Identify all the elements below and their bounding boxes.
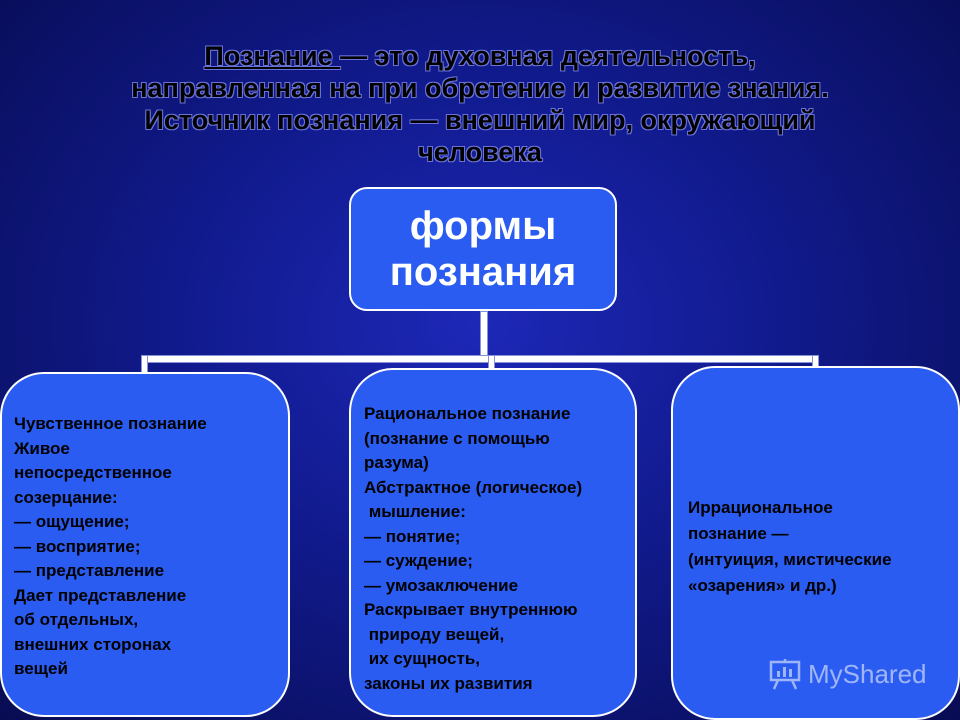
rational-line: Абстрактное (логическое) bbox=[364, 477, 583, 497]
rational-line: Раскрывает внутреннюю bbox=[364, 600, 578, 619]
root-line2: познания bbox=[389, 250, 577, 294]
rational-line: их сущность, bbox=[364, 649, 480, 668]
myshared-watermark bbox=[768, 654, 927, 694]
rational-line: — суждение; bbox=[364, 551, 473, 570]
rational-line: законы их развития bbox=[364, 673, 533, 693]
irrational-line: Иррациональное bbox=[688, 498, 833, 517]
sensory-line: вещей bbox=[14, 659, 68, 678]
connector-root-down bbox=[480, 311, 488, 357]
sensory-line: Живое bbox=[14, 438, 70, 458]
watermark-text: MyShared bbox=[808, 658, 927, 689]
rational-line: Рациональное познание bbox=[364, 404, 571, 423]
title-line3: Источник познания — внешний мир, окружающий bbox=[144, 105, 816, 135]
rational-line: (познание с помощью bbox=[364, 428, 550, 448]
sensory-line: созерцание: bbox=[14, 487, 118, 507]
sensory-line: — представление bbox=[14, 561, 165, 580]
sensory-line: Дает представление bbox=[14, 585, 187, 605]
sensory-line: — восприятие; bbox=[14, 536, 141, 556]
rational-line: — умозаключение bbox=[364, 575, 519, 595]
rational-line: природу вещей, bbox=[364, 624, 505, 644]
title-line2: направленная на при обретение и развитие знания. bbox=[131, 73, 829, 103]
connector-horizontal bbox=[141, 355, 819, 363]
irrational-line: (интуиция, мистические bbox=[688, 550, 892, 569]
title-term: Познание bbox=[204, 41, 341, 71]
root-line1: формы bbox=[409, 204, 557, 248]
sensory-line: — ощущение; bbox=[14, 512, 130, 531]
irrational-line: «озарения» и др.) bbox=[688, 576, 837, 595]
title-line4: человека bbox=[418, 137, 542, 167]
rational-line: разума) bbox=[364, 453, 429, 472]
title-line1-rest: — это духовная деятельность, bbox=[340, 41, 756, 71]
irrational-line: познание — bbox=[688, 524, 789, 543]
slide-title bbox=[30, 40, 930, 168]
sensory-line: внешних сторонах bbox=[14, 634, 172, 654]
sensory-line: Чувственное познание bbox=[14, 414, 207, 433]
sensory-cognition-box bbox=[0, 372, 290, 717]
rational-line: мышление: bbox=[364, 502, 466, 521]
sensory-line: об отдельных, bbox=[14, 610, 139, 629]
forms-of-cognition-box bbox=[349, 187, 617, 311]
sensory-line: непосредственное bbox=[14, 463, 172, 482]
presentation-board-icon bbox=[768, 657, 802, 691]
rational-cognition-box bbox=[349, 368, 637, 717]
rational-line: — понятие; bbox=[364, 526, 461, 546]
